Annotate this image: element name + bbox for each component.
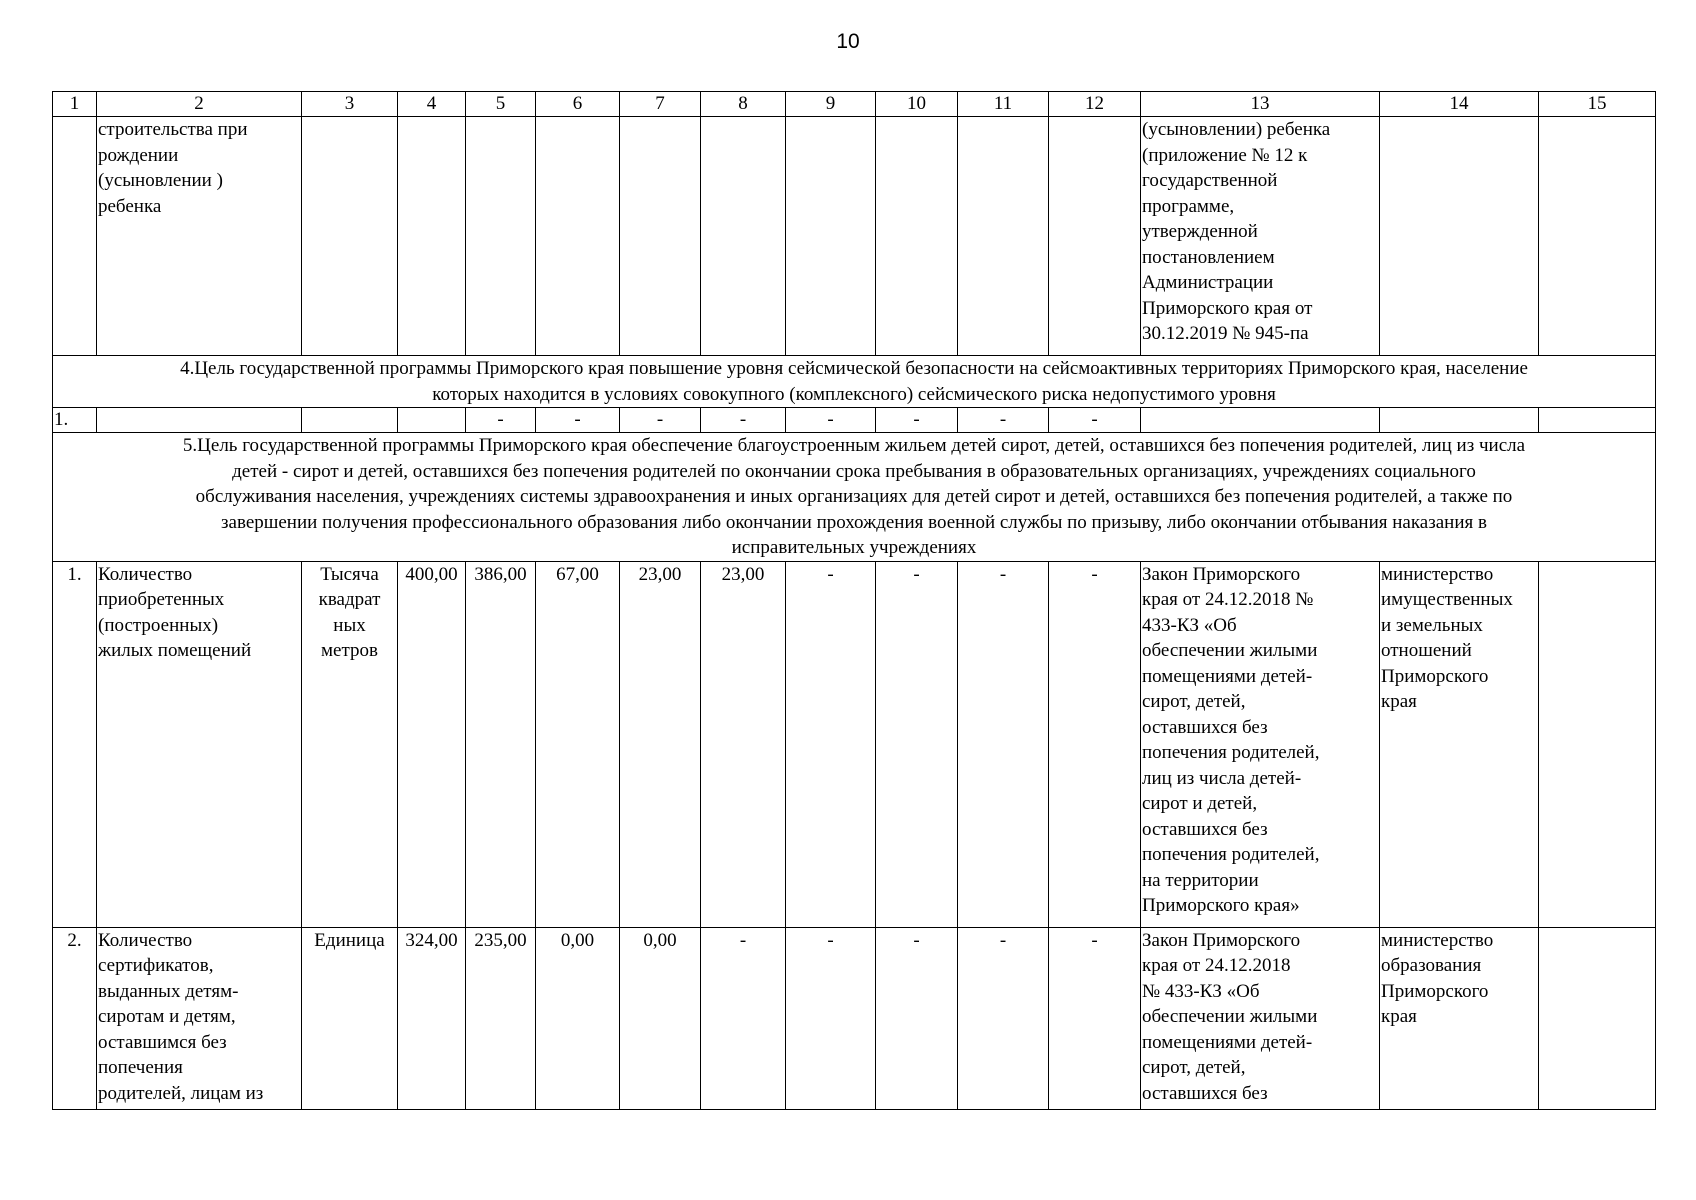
continuation-indicator-name: строительства при рождении (усыновлении ) ребенка [97,117,302,356]
column-header: 15 [1539,92,1656,117]
column-header: 12 [1049,92,1141,117]
column-number-row [53,92,1656,117]
row-number: 1. [53,561,97,927]
value-cell: 386,00 [466,561,536,927]
value-cell: 67,00 [536,561,620,927]
value-cell: - [1049,408,1141,433]
column-header: 9 [786,92,876,117]
value-cell: - [958,408,1049,433]
value-cell: 324,00 [398,927,466,1109]
column-header: 6 [536,92,620,117]
legal-basis: Закон Приморского края от 24.12.2018 № 433-КЗ «Об обеспечении жилыми помещениями детей- сирот, детей, оставшихся без [1141,927,1380,1109]
column-header: 1 [53,92,97,117]
indicators-table [52,91,1656,1110]
column-header: 14 [1380,92,1539,117]
value-cell: - [701,408,786,433]
column-header: 7 [620,92,701,117]
continuation-row [53,117,1656,356]
value-cell: - [786,408,876,433]
indicator-row [53,561,1656,927]
legal-basis: Закон Приморского края от 24.12.2018 № 433-КЗ «Об обеспечении жилыми помещениями детей- сирот, детей, оставшихся без попечения родителей, лиц из числа детей- сирот и детей, оставшихся без попечения родителей, на территории Приморского края» [1141,561,1380,927]
responsible-authority: министерство образования Приморского края [1380,927,1539,1109]
value-cell: 23,00 [620,561,701,927]
indicator-row [53,927,1656,1109]
goal-5-text: 5.Цель государственной программы Приморского края обеспечение благоустроенным жильем детей сирот, детей, оставшихся без попечения родителей, лиц из числа детей - сирот и детей, оставшихся без попечения родителей по окончании срока пребывания в образовательных организациях, учреждениях социального обслуживания населения, учреждениях системы здравоохранения и иных организациях для детей сирот и детей, оставшихся без попечения родителей, а также по завершении получения профессионального образования либо окончании прохождения военной службы по призыву, либо окончании отбывания наказания в исправительных учреждениях [53,433,1656,562]
unit-of-measure: Тысяча квадрат ных метров [302,561,398,927]
column-header: 11 [958,92,1049,117]
column-header: 13 [1141,92,1380,117]
value-cell: 0,00 [536,927,620,1109]
page-number: 10 [836,30,860,53]
value-cell: 23,00 [701,561,786,927]
unit-of-measure: Единица [302,927,398,1109]
column-header: 3 [302,92,398,117]
row-number: 1. [53,408,97,433]
column-header: 5 [466,92,536,117]
value-cell: - [701,927,786,1109]
goal-4-text: 4.Цель государственной программы Приморского края повышение уровня сейсмической безопасности на сейсмоактивных территориях Приморского края, население которых находится в условиях совокупного (комплексного) сейсмического риска недопустимого уровня [53,356,1656,408]
goal-4-row [53,356,1656,408]
indicator-name: Количество сертификатов, выданных детям- сиротам и детям, оставшимся без попечения родителей, лицам из [97,927,302,1109]
value-cell: - [958,561,1049,927]
column-header: 10 [876,92,958,117]
value-cell: - [466,408,536,433]
goal-4-indicator-row [53,408,1656,433]
value-cell: - [786,561,876,927]
column-header: 8 [701,92,786,117]
value-cell: 400,00 [398,561,466,927]
goal-5-row [53,433,1656,562]
value-cell: 0,00 [620,927,701,1109]
value-cell: - [1049,927,1141,1109]
column-header: 4 [398,92,466,117]
continuation-legal-basis: (усыновлении) ребенка (приложение № 12 к государственной программе, утвержденной постановлением Администрации Приморского края от 30.12.2019 № 945-па [1141,117,1380,356]
value-cell: - [1049,561,1141,927]
value-cell: - [620,408,701,433]
value-cell: - [958,927,1049,1109]
value-cell: - [876,927,958,1109]
value-cell: - [786,927,876,1109]
column-header: 2 [97,92,302,117]
value-cell: - [876,408,958,433]
value-cell: 235,00 [466,927,536,1109]
responsible-authority: министерство имущественных и земельных отношений Приморского края [1380,561,1539,927]
value-cell: - [536,408,620,433]
indicator-name: Количество приобретенных (построенных) жилых помещений [97,561,302,927]
row-number: 2. [53,927,97,1109]
value-cell: - [876,561,958,927]
